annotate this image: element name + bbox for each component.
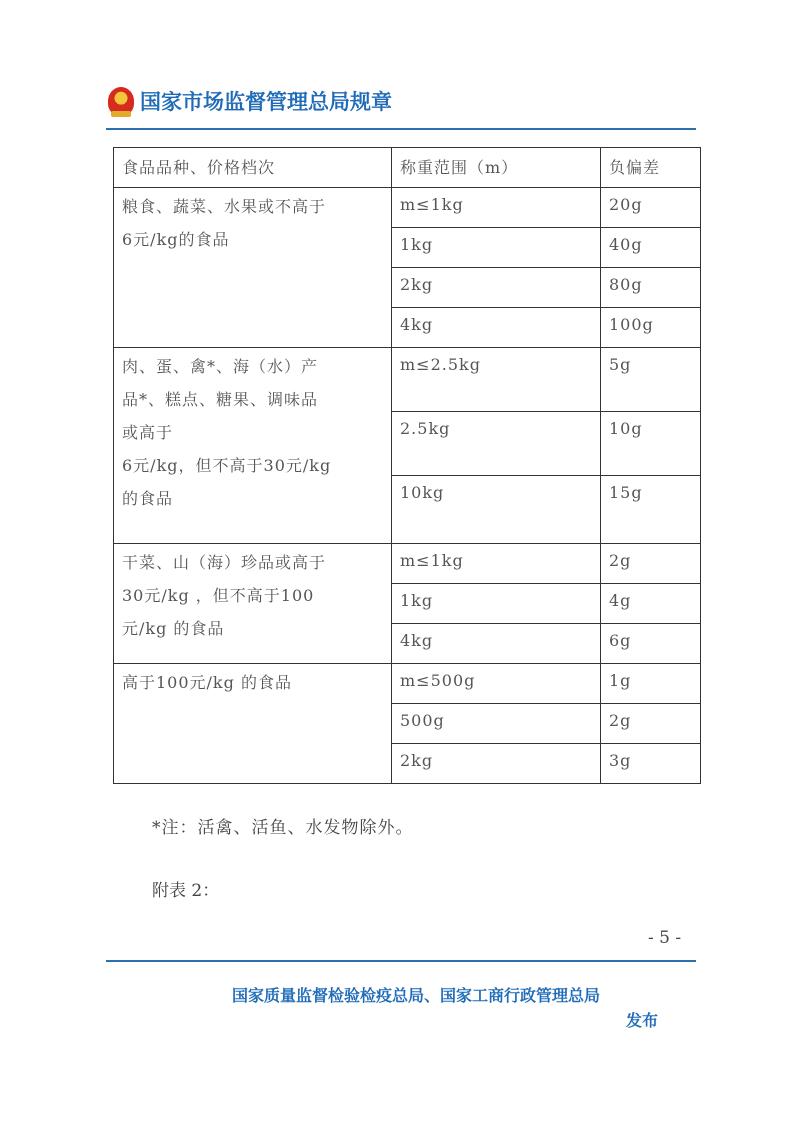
category-line: 高于100元/kg 的食品 [122, 673, 292, 692]
range-cell: 1kg [392, 584, 601, 624]
category-cell [114, 544, 392, 664]
range-cell: 2kg [392, 268, 601, 308]
page-header [108, 86, 392, 116]
tolerance-cell: 10g [601, 412, 701, 476]
category-line: 6元/kg的食品 [122, 230, 230, 249]
range-cell: 4kg [392, 624, 601, 664]
column-header: 称重范围（m） [392, 148, 601, 188]
table-row [114, 664, 701, 704]
range-cell: m≤1kg [392, 188, 601, 228]
table-row [114, 544, 701, 584]
column-header: 食品品种、价格档次 [114, 148, 392, 188]
range-cell: 1kg [392, 228, 601, 268]
category-line: 或高于 [122, 423, 174, 442]
tolerance-cell: 5g [601, 348, 701, 412]
tolerance-cell: 80g [601, 268, 701, 308]
appendix-label: 附表 2： [152, 881, 220, 901]
range-cell: m≤500g [392, 664, 601, 704]
tolerance-cell: 15g [601, 476, 701, 544]
header-divider [106, 128, 696, 130]
range-cell: 500g [392, 704, 601, 744]
footer-publisher: 国家质量监督检验检疫总局、国家工商行政管理总局 [232, 986, 601, 1005]
range-cell: m≤2.5kg [392, 348, 601, 412]
category-cell [114, 188, 392, 348]
table-row [114, 188, 701, 228]
category-line: 元/kg 的食品 [122, 619, 225, 638]
tolerance-cell: 40g [601, 228, 701, 268]
tolerance-cell: 1g [601, 664, 701, 704]
category-line: 肉、蛋、禽*、海（水）产 [122, 357, 319, 376]
category-cell [114, 348, 392, 544]
category-line: 30元/kg ，但不高于100 [122, 586, 315, 605]
category-line: 6元/kg，但不高于30元/kg [122, 456, 332, 475]
range-cell: 2kg [392, 744, 601, 784]
range-cell: 4kg [392, 308, 601, 348]
tolerance-cell: 100g [601, 308, 701, 348]
table-header-row [114, 148, 701, 188]
tolerance-cell: 4g [601, 584, 701, 624]
category-cell [114, 664, 392, 784]
footer-publish-label: 发布 [626, 1011, 659, 1030]
range-cell: m≤1kg [392, 544, 601, 584]
table-row [114, 348, 701, 412]
category-line: 品*、糕点、糖果、调味品 [122, 390, 319, 409]
page-number: - 5 - [648, 928, 682, 948]
tolerance-table [113, 147, 701, 784]
footnote: *注：活禽、活鱼、水发物除外。 [152, 818, 414, 838]
tolerance-cell: 2g [601, 704, 701, 744]
tolerance-cell: 2g [601, 544, 701, 584]
column-header: 负偏差 [601, 148, 701, 188]
national-emblem-icon [108, 87, 134, 115]
tolerance-cell: 3g [601, 744, 701, 784]
tolerance-cell: 20g [601, 188, 701, 228]
tolerance-cell: 6g [601, 624, 701, 664]
category-line: 的食品 [122, 489, 174, 508]
range-cell: 10kg [392, 476, 601, 544]
category-line: 粮食、蔬菜、水果或不高于 [122, 197, 327, 216]
range-cell: 2.5kg [392, 412, 601, 476]
header-title: 国家市场监督管理总局规章 [140, 90, 392, 114]
category-line: 干菜、山（海）珍品或高于 [122, 553, 327, 572]
footer-divider [106, 960, 696, 962]
